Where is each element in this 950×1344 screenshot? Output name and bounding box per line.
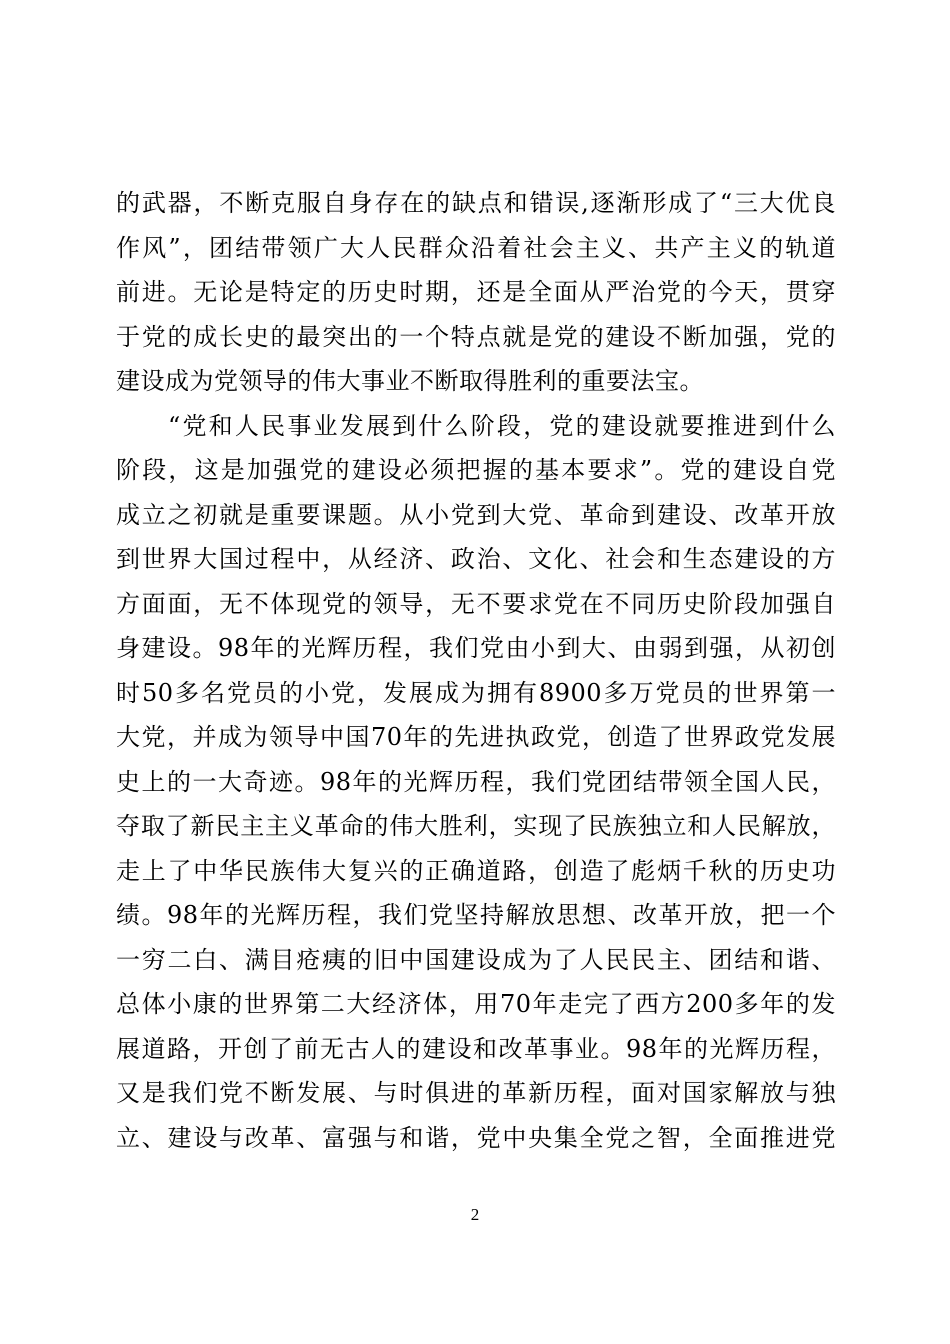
paragraph-2 [116, 404, 836, 1161]
text-line: 立、建设与改革、富强与和谐，党中央集全党之智，全面推进党 [116, 1123, 836, 1152]
text-line: 到世界大国过程中，从经济、政治、文化、社会和生态建设的方 [116, 545, 836, 573]
text-line: 总体小康的世界第二大经济体，用70年走完了西方200多年的发 [116, 990, 836, 1018]
text-line: 又是我们党不断发展、与时俱进的革新历程，面对国家解放与独 [116, 1079, 836, 1107]
text-line: 于党的成长史的最突出的一个特点就是党的建设不断加强，党的 [116, 322, 836, 351]
text-line: 阶段，这是加强党的建设必须把握的基本要求”。党的建设自党 [116, 456, 836, 484]
text-line: 时50多名党员的小党，发展成为拥有8900多万党员的世界第一 [116, 678, 836, 707]
text-line: 大党，并成为领导中国70年的先进执政党，创造了世界政党发展 [116, 723, 836, 751]
text-line: 走上了中华民族伟大复兴的正确道路，创造了彪炳千秋的历史功 [116, 856, 836, 885]
text-line: “党和人民事业发展到什么阶段，党的建设就要推进到什么 [168, 411, 836, 440]
page-number: 2 [470, 1205, 480, 1224]
text-line: 前进。无论是特定的历史时期，还是全面从严治党的今天，贯穿 [116, 278, 836, 306]
text-line: 方面面，无不体现党的领导，无不要求党在不同历史阶段加强自 [116, 589, 836, 618]
text-line: 的武器，不断克服自身存在的缺点和错误,逐渐形成了“三大优良 [116, 189, 836, 217]
text-line: 史上的一大奇迹。98年的光辉历程，我们党团结带领全国人民， [116, 767, 836, 796]
text-line: 一穷二白、满目疮痍的旧中国建设成为了人民民主、团结和谐、 [116, 945, 836, 974]
document-body [116, 181, 836, 1160]
text-line: 作风”，团结带领广大人民群众沿着社会主义、共产主义的轨道 [116, 233, 836, 262]
text-line: 成立之初就是重要课题。从小党到大党、革命到建设、改革开放 [116, 500, 836, 529]
paragraph-1 [116, 181, 836, 404]
text-line: 绩。98年的光辉历程，我们党坚持解放思想、改革开放，把一个 [116, 901, 836, 929]
text-line: 建设成为党领导的伟大事业不断取得胜利的重要法宝。 [116, 367, 704, 395]
text-line: 夺取了新民主主义革命的伟大胜利，实现了民族独立和人民解放， [116, 812, 836, 840]
text-line: 身建设。98年的光辉历程，我们党由小到大、由弱到强，从初创 [116, 634, 836, 662]
text-line: 展道路，开创了前无古人的建设和改革事业。98年的光辉历程， [116, 1034, 836, 1063]
